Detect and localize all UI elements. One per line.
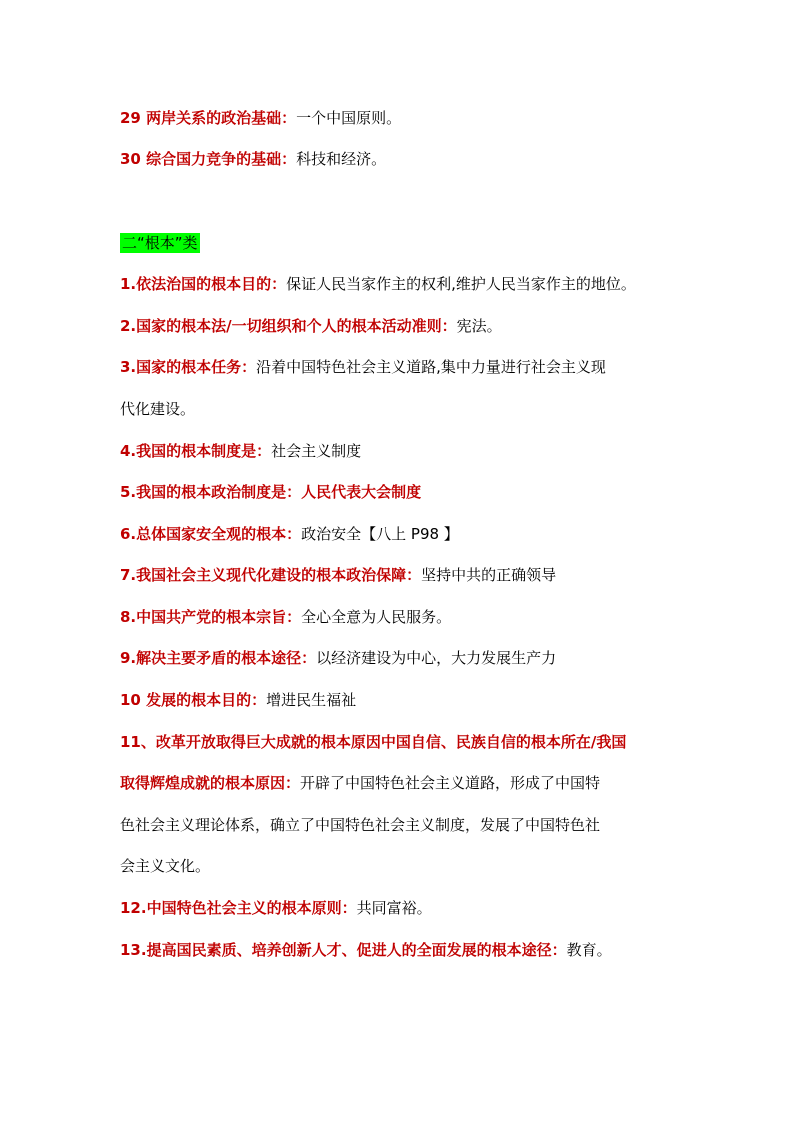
- item-1: [120, 274, 690, 294]
- item-3: [120, 357, 690, 377]
- item-3-continuation: [120, 399, 690, 419]
- item-29: [120, 108, 690, 128]
- item-30-label: 30 综合国力竞争的基础：: [120, 150, 297, 168]
- item-30: [120, 149, 690, 169]
- item-11-line1: [120, 732, 690, 752]
- item-11-line3: [120, 815, 690, 835]
- item-11-line2: [120, 773, 690, 793]
- item-8-text: 全心全意为人民服务。: [301, 608, 452, 626]
- item-30-text: 科技和经济。: [296, 150, 387, 168]
- item-12-text: 共同富裕。: [356, 899, 432, 917]
- item-11-line4: [120, 856, 690, 876]
- item-9-label: 9.解决主要矛盾的根本途径：: [120, 649, 317, 667]
- item-7: [120, 565, 690, 585]
- item-29-label: 29 两岸关系的政治基础：: [120, 109, 297, 127]
- item-29-text: 一个中国原则。: [296, 109, 402, 127]
- item-13-text: 教育。: [566, 941, 612, 959]
- item-3-text-cont: 代化建设。: [120, 400, 196, 418]
- section-heading-row: [120, 233, 690, 253]
- item-3-label: 3.国家的根本任务：: [120, 358, 257, 376]
- item-2: [120, 316, 690, 336]
- item-10-text: 增进民生福祉: [266, 691, 357, 709]
- item-3-text: 沿着中国特色社会主义道路,集中力量进行社会主义现: [256, 358, 606, 376]
- item-7-label: 7.我国社会主义现代化建设的根本政治保障：: [120, 566, 422, 584]
- item-6: [120, 524, 690, 544]
- item-13-label: 13.提高国民素质、培养创新人才、促进人的全面发展的根本途径：: [120, 941, 567, 959]
- item-6-label: 6.总体国家安全观的根本：: [120, 525, 302, 543]
- item-5: [120, 482, 690, 502]
- item-12-label: 12.中国特色社会主义的根本原则：: [120, 899, 357, 917]
- item-5-label: 5.我国的根本政治制度是：人民代表大会制度: [120, 483, 422, 501]
- item-11-text-4: 会主义文化。: [120, 857, 211, 875]
- item-9-text: 以经济建设为中心，大力发展生产力: [316, 649, 557, 667]
- item-1-text: 保证人民当家作主的权利,维护人民当家作主的地位。: [286, 275, 636, 293]
- item-2-label: 2.国家的根本法/一切组织和个人的根本活动准则：: [120, 317, 457, 335]
- item-12: [120, 898, 690, 918]
- item-9: [120, 648, 690, 668]
- item-10-label: 10 发展的根本目的：: [120, 691, 267, 709]
- item-4: [120, 441, 690, 461]
- item-10: [120, 690, 690, 710]
- item-11-text-2: 开辟了中国特色社会主义道路，形成了中国特: [300, 774, 601, 792]
- item-2-text: 宪法。: [456, 317, 502, 335]
- item-13: [120, 940, 690, 960]
- item-8: [120, 607, 690, 627]
- item-1-label: 1.依法治国的根本目的：: [120, 275, 287, 293]
- item-6-text: 政治安全【八上 P98 】: [301, 525, 459, 543]
- item-11-text-3: 色社会主义理论体系，确立了中国特色社会主义制度，发展了中国特色社: [120, 816, 601, 834]
- item-4-text: 社会主义制度: [271, 442, 362, 460]
- item-4-label: 4.我国的根本制度是：: [120, 442, 272, 460]
- item-11-label-2: 取得辉煌成就的根本原因：: [120, 774, 301, 792]
- item-11-label-1: 11、改革开放取得巨大成就的根本原因中国自信、民族自信的根本所在/我国: [120, 733, 627, 751]
- section-heading: 二“根本”类: [122, 234, 198, 252]
- item-8-label: 8.中国共产党的根本宗旨：: [120, 608, 302, 626]
- item-7-text: 坚持中共的正确领导: [421, 566, 557, 584]
